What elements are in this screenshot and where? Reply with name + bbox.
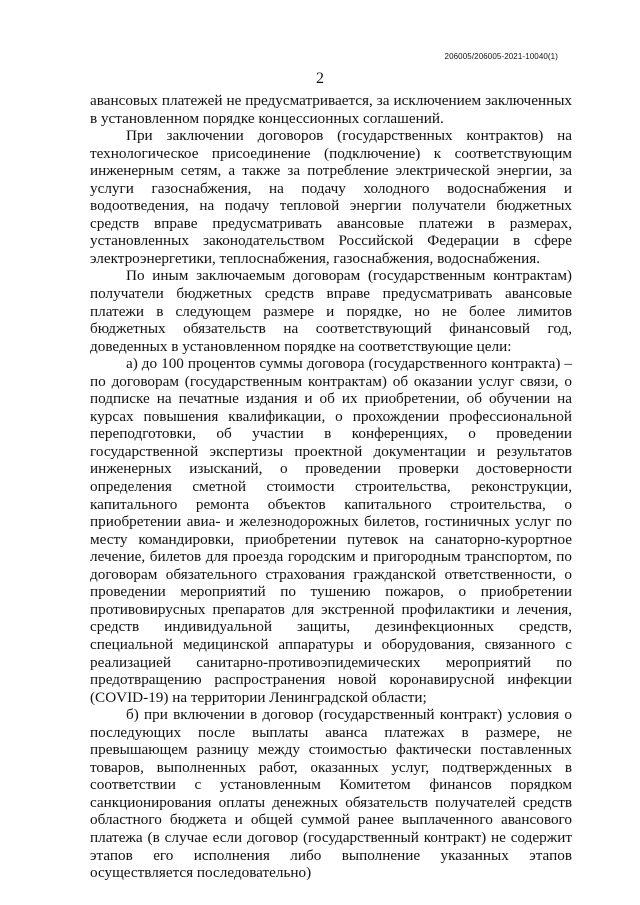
paragraph-item-a: а) до 100 процентов суммы договора (государственного контракта) – по договорам (государственным контрактам) об оказании услуг связи, о подписке на печатные издания и об их приобретении, об обучении на курсах повышения квалификации, о прохождении профессиональной переподготовки, об участии в конференциях, о проведении государственной экспертизы проектной документации и результатов инженерных изысканий, о проведении проверки достоверности определения сметной стоимости строительства, реконструкции, капитального ремонта объектов капитального строительства, о приобретении авиа- и железнодорожных билетов, гостиничных услуг по месту командировки, приобретении путевок на санаторно-курортное лечение, билетов для проезда городским и пригородным транспортом, по договорам обязательного страхования гражданской ответственности, о проведении мероприятий по тушению пожаров, о приобретении противовирусных препаратов для экстренной профилактики и лечения, средств индивидуальной защиты, дезинфекционных средств, специальной медицинской аппаратуры и оборудования, связанного с реализацией санитарно-противоэпидемических мероприятий по предотвращению распространения новой коронавирусной инфекции (COVID-19) на территории Ленинградской области; xyxy=(90,355,572,706)
page-number: 2 xyxy=(316,70,324,87)
document-id: 206005/206005-2021-10040(1) xyxy=(444,52,558,61)
paragraph-other-contracts: По иным заключаемым договорам (государственным контрактам) получатели бюджетных средств вправе предусматривать авансовые платежи в следующем размере и порядке, но не более лимитов бюджетных обязательств на соответствующий финансовый год, доведенных в установленном порядке на соответствующие цели: xyxy=(90,267,572,355)
paragraph-continuation: авансовых платежей не предусматривается, за исключением заключенных в установленном порядке концессионных соглашений. xyxy=(90,92,572,127)
paragraph-utilities-advance: При заключении договоров (государственных контрактов) на технологическое присоединение (подключение) к соответствующим инженерным сетям, а также за потребление электрической энергии, за услуги газоснабжения, на подачу холодного водоснабжения и водоотведения, на подачу тепловой энергии получатели бюджетных средств вправе предусматривать авансовые платежи в размерах, установленных законодательством Российской Федерации в сфере электроэнергетики, теплоснабжения, газоснабжения, водоснабжения. xyxy=(90,127,572,267)
document-body xyxy=(90,92,572,882)
paragraph-item-b: б) при включении в договор (государственный контракт) условия о последующих после выплаты аванса платежах в размере, не превышающем разницу между стоимостью фактически поставленных товаров, выполненных работ, оказанных услуг, подтвержденных в соответствии с установленным Комитетом финансов порядком санкционирования оплаты денежных обязательств получателей средств областного бюджета и общей суммой ранее выплаченного авансового платежа (в случае если договор (государственный контракт) не содержит этапов его исполнения либо выполнение указанных этапов осуществляется последовательно) xyxy=(90,706,572,882)
